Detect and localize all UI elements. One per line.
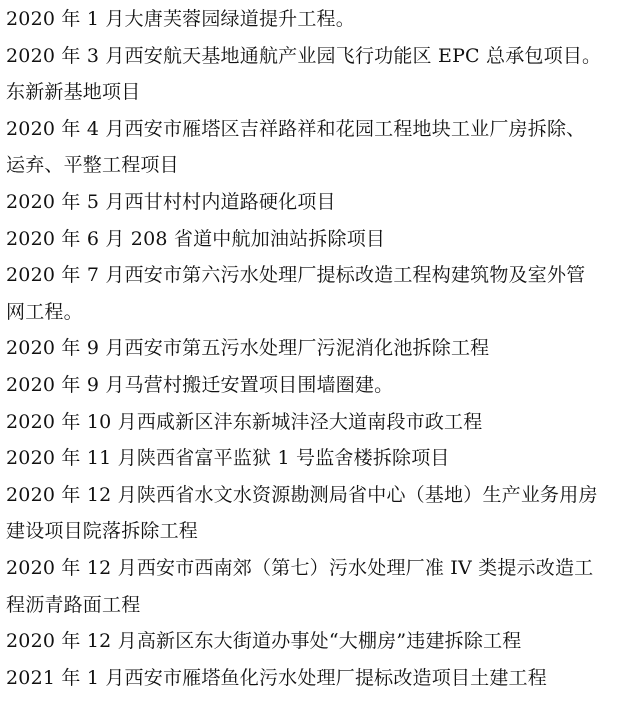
text-line: 建设项目院落拆除工程: [6, 520, 199, 543]
text-line: 网工程。: [6, 300, 83, 323]
text-line: 2020 年 7 月西安市第六污水处理厂提标改造工程构建筑物及室外管: [6, 264, 586, 287]
text-line: 2020 年 11 月陕西省富平监狱 1 号监舍楼拆除项目: [6, 447, 450, 470]
text-line: 2020 年 12 月西安市西南郊（第七）污水处理厂准 IV 类提示改造工: [6, 556, 594, 579]
text-line: 2020 年 9 月西安市第五污水处理厂污泥消化池拆除工程: [6, 337, 490, 360]
text-line: 2021 年 1 月西安市雁塔鱼化污水处理厂提标改造项目土建工程: [6, 666, 547, 689]
text-line: 运弃、平整工程项目: [6, 154, 179, 177]
text-line: 程沥青路面工程: [6, 593, 141, 616]
text-line: 东新新基地项目: [6, 81, 141, 104]
text-line: 2020 年 1 月大唐芙蓉园绿道提升工程。: [6, 8, 355, 30]
text-line: 2020 年 5 月西甘村村内道路硬化项目: [6, 190, 336, 213]
text-line: 2020 年 6 月 208 省道中航加油站拆除项目: [6, 227, 386, 250]
text-line: 2020 年 9 月马营村搬迁安置项目围墙圈建。: [6, 373, 394, 396]
text-line: 2020 年 12 月陕西省水文水资源勘测局省中心（基地）生产业务用房: [6, 483, 598, 506]
text-line: 2020 年 4 月西安市雁塔区吉祥路祥和花园工程地块工业厂房拆除、: [6, 117, 586, 140]
text-line: 2020 年 12 月高新区东大街道办事处“大棚房”违建拆除工程: [6, 630, 522, 653]
text-line: 2020 年 10 月西咸新区沣东新城沣泾大道南段市政工程: [6, 410, 483, 433]
text-line: 2020 年 3 月西安航天基地通航产业园飞行功能区 EPC 总承包项目。: [6, 44, 602, 67]
